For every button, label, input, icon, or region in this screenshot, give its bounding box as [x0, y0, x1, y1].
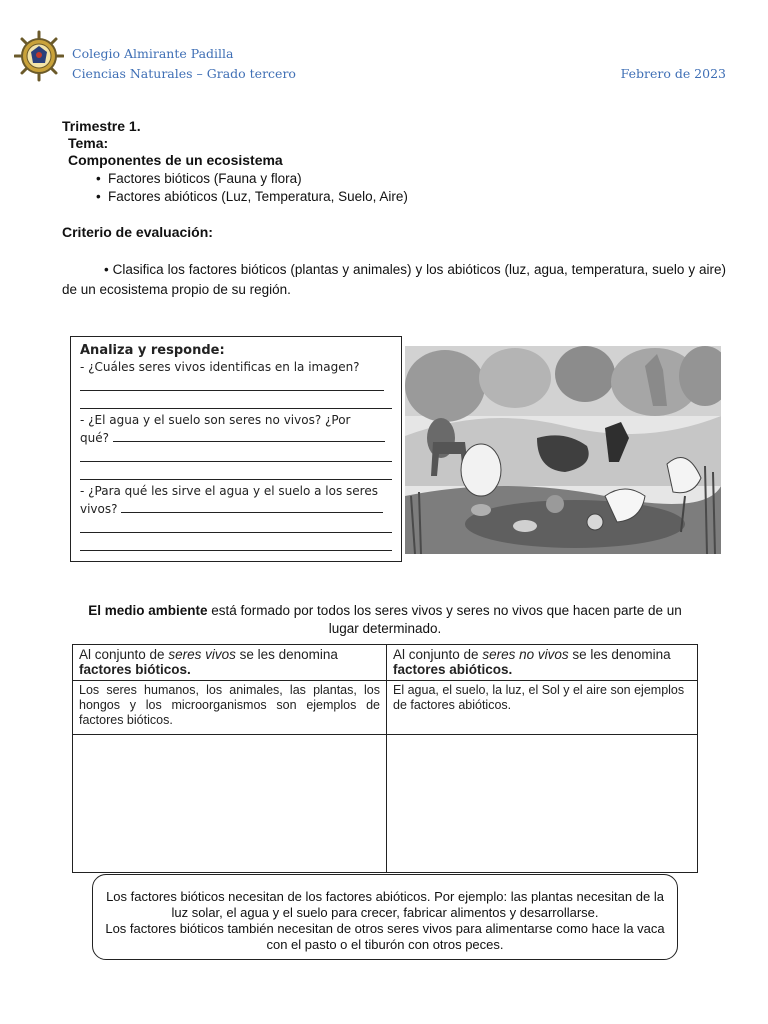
answer-line[interactable]: [80, 518, 392, 533]
ecosystem-illustration: [405, 346, 721, 554]
medio-ambiente-rest: está formado por todos los seres vivos y seres no vivos que hacen parte de un lugar determinado.: [207, 603, 682, 636]
answer-line[interactable]: [80, 394, 392, 409]
table-header-abioticos: Al conjunto de seres no vivos se les denomina factores abióticos.: [387, 645, 698, 681]
trimestre-heading: Trimestre 1.: [62, 118, 141, 134]
table-cell-bioticos: Los seres humanos, los animales, las plantas, los hongos y los microorganismos son ejemplos de factores bióticos.: [73, 681, 387, 735]
factor-item: • Factores abióticos (Luz, Temperatura, Suelo, Aire): [96, 188, 408, 206]
criterio-heading: Criterio de evaluación:: [62, 224, 213, 240]
tema-title: Componentes de un ecosistema: [68, 152, 283, 168]
question-box-title: Analiza y responde:: [80, 343, 225, 358]
table-cell-empty-left[interactable]: [73, 735, 387, 873]
answer-line[interactable]: [80, 465, 392, 480]
school-name: Colegio Almirante Padilla: [72, 46, 234, 61]
question-3-cont: vivos?: [80, 502, 118, 516]
table-header-bioticos-term: factores bióticos.: [79, 662, 191, 677]
factors-table: [72, 644, 698, 873]
note-box: [92, 874, 678, 960]
factors-list: [96, 170, 408, 206]
question-3: - ¿Para qué les sirve el agua y el suelo a los seres: [80, 484, 378, 498]
subject-grade: Ciencias Naturales – Grado tercero: [72, 66, 296, 81]
table-cell-abioticos: El agua, el suelo, la luz, el Sol y el aire son ejemplos de factores abióticos.: [387, 681, 698, 735]
answer-line[interactable]: [80, 536, 392, 551]
medio-ambiente-bold: El medio ambiente: [88, 603, 208, 618]
answer-line[interactable]: [113, 429, 385, 442]
note-paragraph-1: Los factores bióticos necesitan de los factores abióticos. Por ejemplo: las plantas necesitan de la luz solar, el agua y el suelo para crecer, fabricar alimentos y desarrollarse.: [106, 889, 664, 920]
note-paragraph-2: Los factores bióticos también necesitan de otros seres vivos para alimentarse como hace la vaca con el pasto o el tiburón con otros peces.: [105, 921, 665, 952]
answer-line[interactable]: [80, 376, 384, 391]
tema-label: Tema:: [68, 135, 109, 151]
question-box: [70, 336, 402, 562]
question-1: - ¿Cuáles seres vivos identificas en la imagen?: [80, 360, 360, 374]
answer-line[interactable]: [121, 500, 383, 513]
factor-item: • Factores bióticos (Fauna y flora): [96, 170, 408, 188]
school-logo: [14, 30, 64, 82]
criterio-text: • Clasifica los factores bióticos (plantas y animales) y los abióticos (luz, agua, temperatura, suelo y aire) de un ecosistema propio de su región.: [62, 262, 726, 297]
header-date: Febrero de 2023: [620, 66, 726, 81]
table-header-abioticos-term: factores abióticos.: [393, 662, 513, 677]
answer-line[interactable]: [80, 447, 392, 462]
table-header-bioticos: Al conjunto de seres vivos se les denomina factores bióticos.: [73, 645, 387, 681]
table-cell-empty-right[interactable]: [387, 735, 698, 873]
question-2-cont: qué?: [80, 431, 109, 445]
medio-ambiente-statement: [72, 602, 698, 638]
question-2: - ¿El agua y el suelo son seres no vivos? ¿Por: [80, 413, 351, 427]
